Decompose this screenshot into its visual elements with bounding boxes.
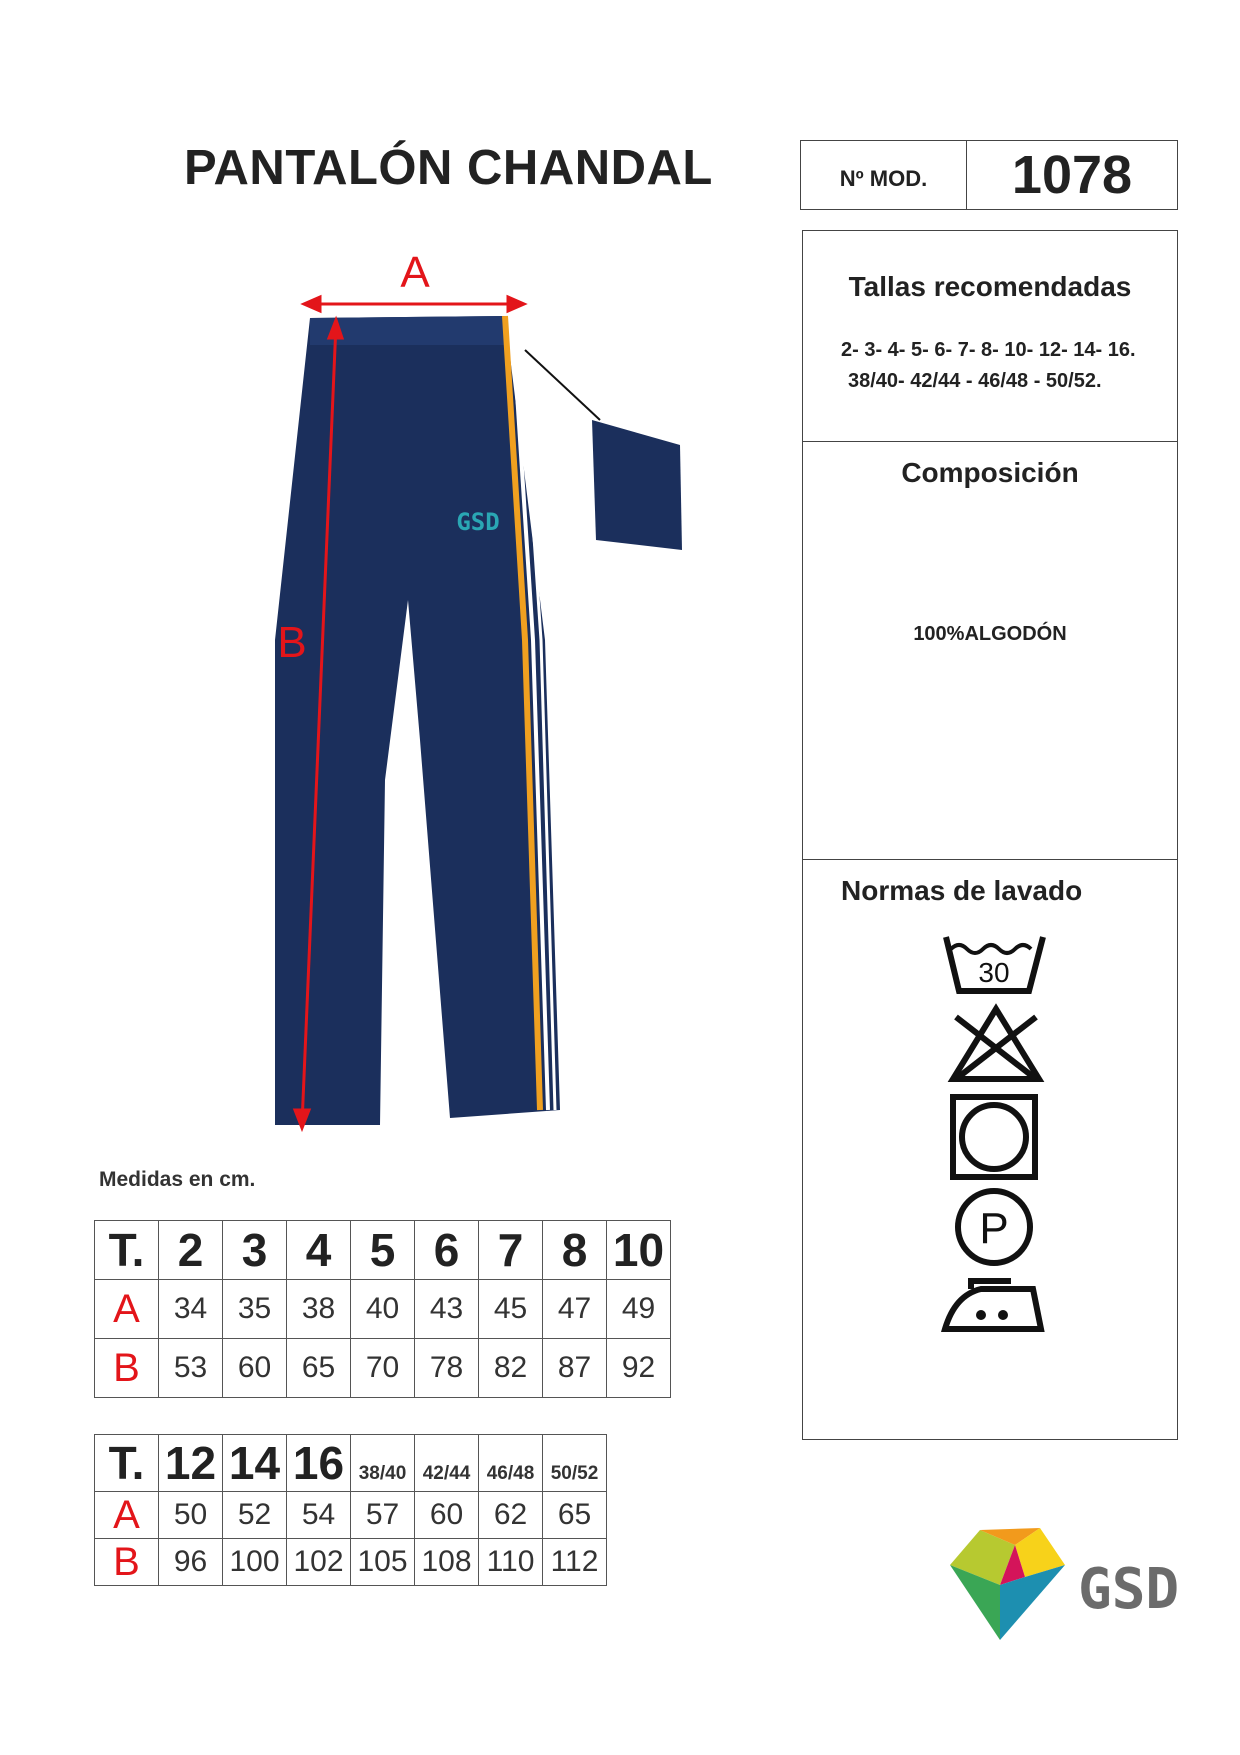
- model-label: Nº MOD.: [801, 141, 967, 209]
- table-cell: B: [95, 1339, 159, 1398]
- table-cell: 12: [159, 1435, 223, 1492]
- tumble-dry-icon: [953, 1097, 1035, 1177]
- measures-note: Medidas en cm.: [99, 1168, 256, 1191]
- table-cell: 54: [287, 1492, 351, 1539]
- table-cell: 110: [479, 1539, 543, 1586]
- iron-icon: [945, 1281, 1041, 1329]
- wash-30-icon: [946, 937, 1043, 991]
- gsd-logo: [945, 1525, 1180, 1643]
- info-panel: [802, 230, 1178, 1440]
- size-table-1: [94, 1220, 671, 1398]
- garment-diagram: [150, 240, 730, 1160]
- sizes-line-1: 2- 3- 4- 5- 6- 7- 8- 10- 12- 14- 16.: [841, 339, 1136, 361]
- table-row: [95, 1539, 607, 1586]
- table-cell: 8: [543, 1221, 607, 1280]
- table-row: [95, 1339, 671, 1398]
- table-cell: 35: [223, 1280, 287, 1339]
- table-cell: B: [95, 1539, 159, 1586]
- size-table-2: [94, 1434, 607, 1586]
- table-cell: 3: [223, 1221, 287, 1280]
- table-header-row: [95, 1221, 671, 1280]
- table-cell: 50/52: [543, 1435, 607, 1492]
- table-cell: 38: [287, 1280, 351, 1339]
- sizes-section: [803, 231, 1177, 442]
- table-cell: 78: [415, 1339, 479, 1398]
- table-cell: 92: [607, 1339, 671, 1398]
- table-cell: 34: [159, 1280, 223, 1339]
- composition-value: 100%ALGODÓN: [913, 623, 1067, 645]
- table-cell: 87: [543, 1339, 607, 1398]
- composition-section: [803, 441, 1177, 860]
- table-cell: 70: [351, 1339, 415, 1398]
- measure-arrow-a: [304, 297, 524, 311]
- hang-tag: [592, 420, 682, 550]
- svg-text:P: P: [979, 1204, 1009, 1253]
- table-cell: 52: [223, 1492, 287, 1539]
- table-cell: A: [95, 1492, 159, 1539]
- pants-illustration: [275, 316, 682, 1125]
- model-number: 1078: [1011, 145, 1133, 205]
- table-cell: T.: [95, 1221, 159, 1280]
- table-cell: 65: [287, 1339, 351, 1398]
- table-row: [95, 1492, 607, 1539]
- logo-text: GSD: [1078, 1557, 1180, 1622]
- table-cell: 100: [223, 1539, 287, 1586]
- table-cell: 60: [223, 1339, 287, 1398]
- table-cell: 57: [351, 1492, 415, 1539]
- table-cell: 6: [415, 1221, 479, 1280]
- table-cell: 16: [287, 1435, 351, 1492]
- table-cell: 14: [223, 1435, 287, 1492]
- table-cell: 105: [351, 1539, 415, 1586]
- table-cell: 60: [415, 1492, 479, 1539]
- composition-heading: Composición: [901, 457, 1079, 488]
- garment-brand: GSD: [456, 508, 500, 536]
- table-cell: 5: [351, 1221, 415, 1280]
- sizes-heading: Tallas recomendadas: [848, 271, 1132, 302]
- table-cell: 38/40: [351, 1435, 415, 1492]
- table-cell: T.: [95, 1435, 159, 1492]
- table-header-row: [95, 1435, 607, 1492]
- table-cell: 2: [159, 1221, 223, 1280]
- table-cell: 40: [351, 1280, 415, 1339]
- wash-temp: 30: [978, 957, 1010, 988]
- no-bleach-icon: [953, 1009, 1039, 1079]
- table-cell: 42/44: [415, 1435, 479, 1492]
- table-cell: 43: [415, 1280, 479, 1339]
- washing-heading: Normas de lavado: [841, 875, 1083, 906]
- table-cell: 53: [159, 1339, 223, 1398]
- label-a: A: [400, 248, 430, 297]
- table-cell: 50: [159, 1492, 223, 1539]
- table-cell: 102: [287, 1539, 351, 1586]
- dry-clean-p-icon: [958, 1191, 1030, 1263]
- care-symbols: [941, 929, 1051, 1389]
- table-cell: 47: [543, 1280, 607, 1339]
- page-title: PANTALÓN CHANDAL: [184, 141, 713, 195]
- label-b: B: [277, 618, 307, 667]
- table-cell: A: [95, 1280, 159, 1339]
- table-cell: 82: [479, 1339, 543, 1398]
- table-cell: 10: [607, 1221, 671, 1280]
- table-cell: 96: [159, 1539, 223, 1586]
- table-cell: 46/48: [479, 1435, 543, 1492]
- table-cell: 108: [415, 1539, 479, 1586]
- table-cell: 4: [287, 1221, 351, 1280]
- model-number-box: [800, 140, 1178, 210]
- table-cell: 49: [607, 1280, 671, 1339]
- table-cell: 112: [543, 1539, 607, 1586]
- table-cell: 7: [479, 1221, 543, 1280]
- table-cell: 45: [479, 1280, 543, 1339]
- washing-section: [803, 859, 1177, 1439]
- table-cell: 62: [479, 1492, 543, 1539]
- table-cell: 65: [543, 1492, 607, 1539]
- table-row: [95, 1280, 671, 1339]
- sizes-line-2: 38/40- 42/44 - 46/48 - 50/52.: [848, 370, 1102, 392]
